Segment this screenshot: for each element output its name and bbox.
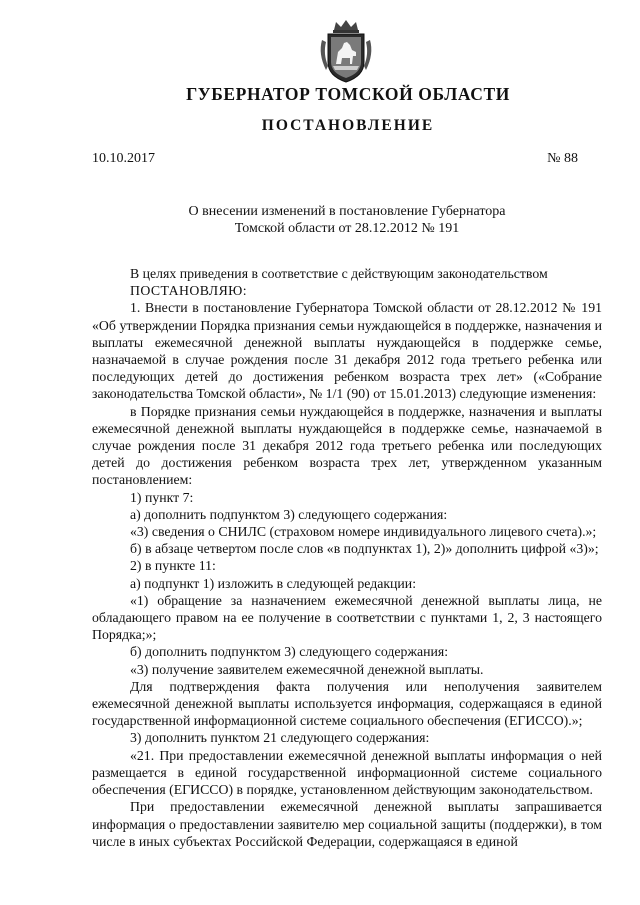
paragraph-request-info: При предоставлении ежемесячной денежной выплаты запрашивается информация о предоставлении заявителю мер социальной защиты (поддержки), в том числе в иных субъектах Российской Федерации, содержащаяся в единой — [92, 799, 602, 849]
paragraph-subitem-1a: а) дополнить подпунктом 3) следующего содержания: — [130, 506, 448, 522]
paragraph-subitem-2b: б) дополнить подпунктом 3) следующего содержания: — [130, 644, 449, 660]
document-subject — [92, 203, 602, 237]
paragraph-preamble: В целях приведения в соответствие с действующим законодательством — [130, 266, 548, 281]
paragraph-order-amendments: в Порядке признания семьи нуждающейся в поддержке, назначения и выплаты ежемесячной денежной выплаты нуждающейся в поддержке семье, назначаемой в случае рождения после 31 декабря 2012 года третьего ребенка или последующих детей до достижения ребенком возраста трех лет, утвержденном указанным постановлением: — [92, 403, 602, 488]
paragraph-quote-1: «1) обращение за назначением ежемесячной денежной выплаты лица, не обладающего правом на ее получение в соответствии с пунктами 1, 2, 3 настоящего Порядка;»; — [92, 592, 602, 643]
paragraph-subitem-2: 2) в пункте 11: — [130, 558, 216, 574]
document-number: № 88 — [547, 151, 578, 166]
paragraph-subitem-3: 3) дополнить пунктом 21 следующего содержания: — [130, 730, 430, 746]
paragraph-quote-snils: «3) сведения о СНИЛС (страховом номере индивидуального лицевого счета).»; — [130, 524, 597, 540]
subject-line-1: О внесении изменений в постановление Губернатора — [188, 204, 506, 219]
document-body — [92, 265, 602, 850]
paragraph-subitem-1b: б) в абзаце четвертом после слов «в подпунктах 1), 2)» дополнить цифрой «3)»; — [130, 541, 599, 557]
document-date: 10.10.2017 — [92, 151, 155, 166]
paragraph-egisso-confirmation: Для подтверждения факта получения или неполучения заявителем ежемесячной денежной выплаты используется информация, содержащаяся в единой государственной информационной системе социального обеспечения (ЕГИССО).»; — [92, 678, 602, 729]
paragraph-quote-21: «21. При предоставлении ежемесячной денежной выплаты информация о ней размещается в единой государственной информационной системе социального обеспечения (ЕГИССО) в порядке, установленном действующим законодательством. — [92, 747, 602, 798]
paragraph-decree: ПОСТАНОВЛЯЮ: — [130, 283, 247, 299]
document-type: ПОСТАНОВЛЕНИЕ — [261, 117, 435, 134]
authority-title: ГУБЕРНАТОР ТОМСКОЙ ОБЛАСТИ — [186, 84, 510, 104]
paragraph-subitem-1: 1) пункт 7: — [130, 489, 194, 505]
subject-line-2: Томской области от 28.12.2012 № 191 — [234, 221, 460, 236]
paragraph-subitem-2a: а) подпункт 1) изложить в следующей редакции: — [130, 575, 417, 591]
paragraph-quote-3: «3) получение заявителем ежемесячной денежной выплаты. — [130, 661, 484, 677]
tomsk-region-coat-of-arms-icon — [316, 18, 376, 86]
paragraph-item-1: 1. Внести в постановление Губернатора Томской области от 28.12.2012 № 191 «Об утверждении Порядка признания семьи нуждающейся в поддержке, назначения и выплаты ежемесячной денежной выплаты нуждающейся в поддержке семье, назначаемой в случае рождения после 31 декабря 2012 года третьего ребенка или последующих детей до достижения ребенком возраста трех лет» («Собрание законодательства Томской области», № 1/1 (90) от 15.01.2013) следующие изменения: — [92, 300, 602, 402]
